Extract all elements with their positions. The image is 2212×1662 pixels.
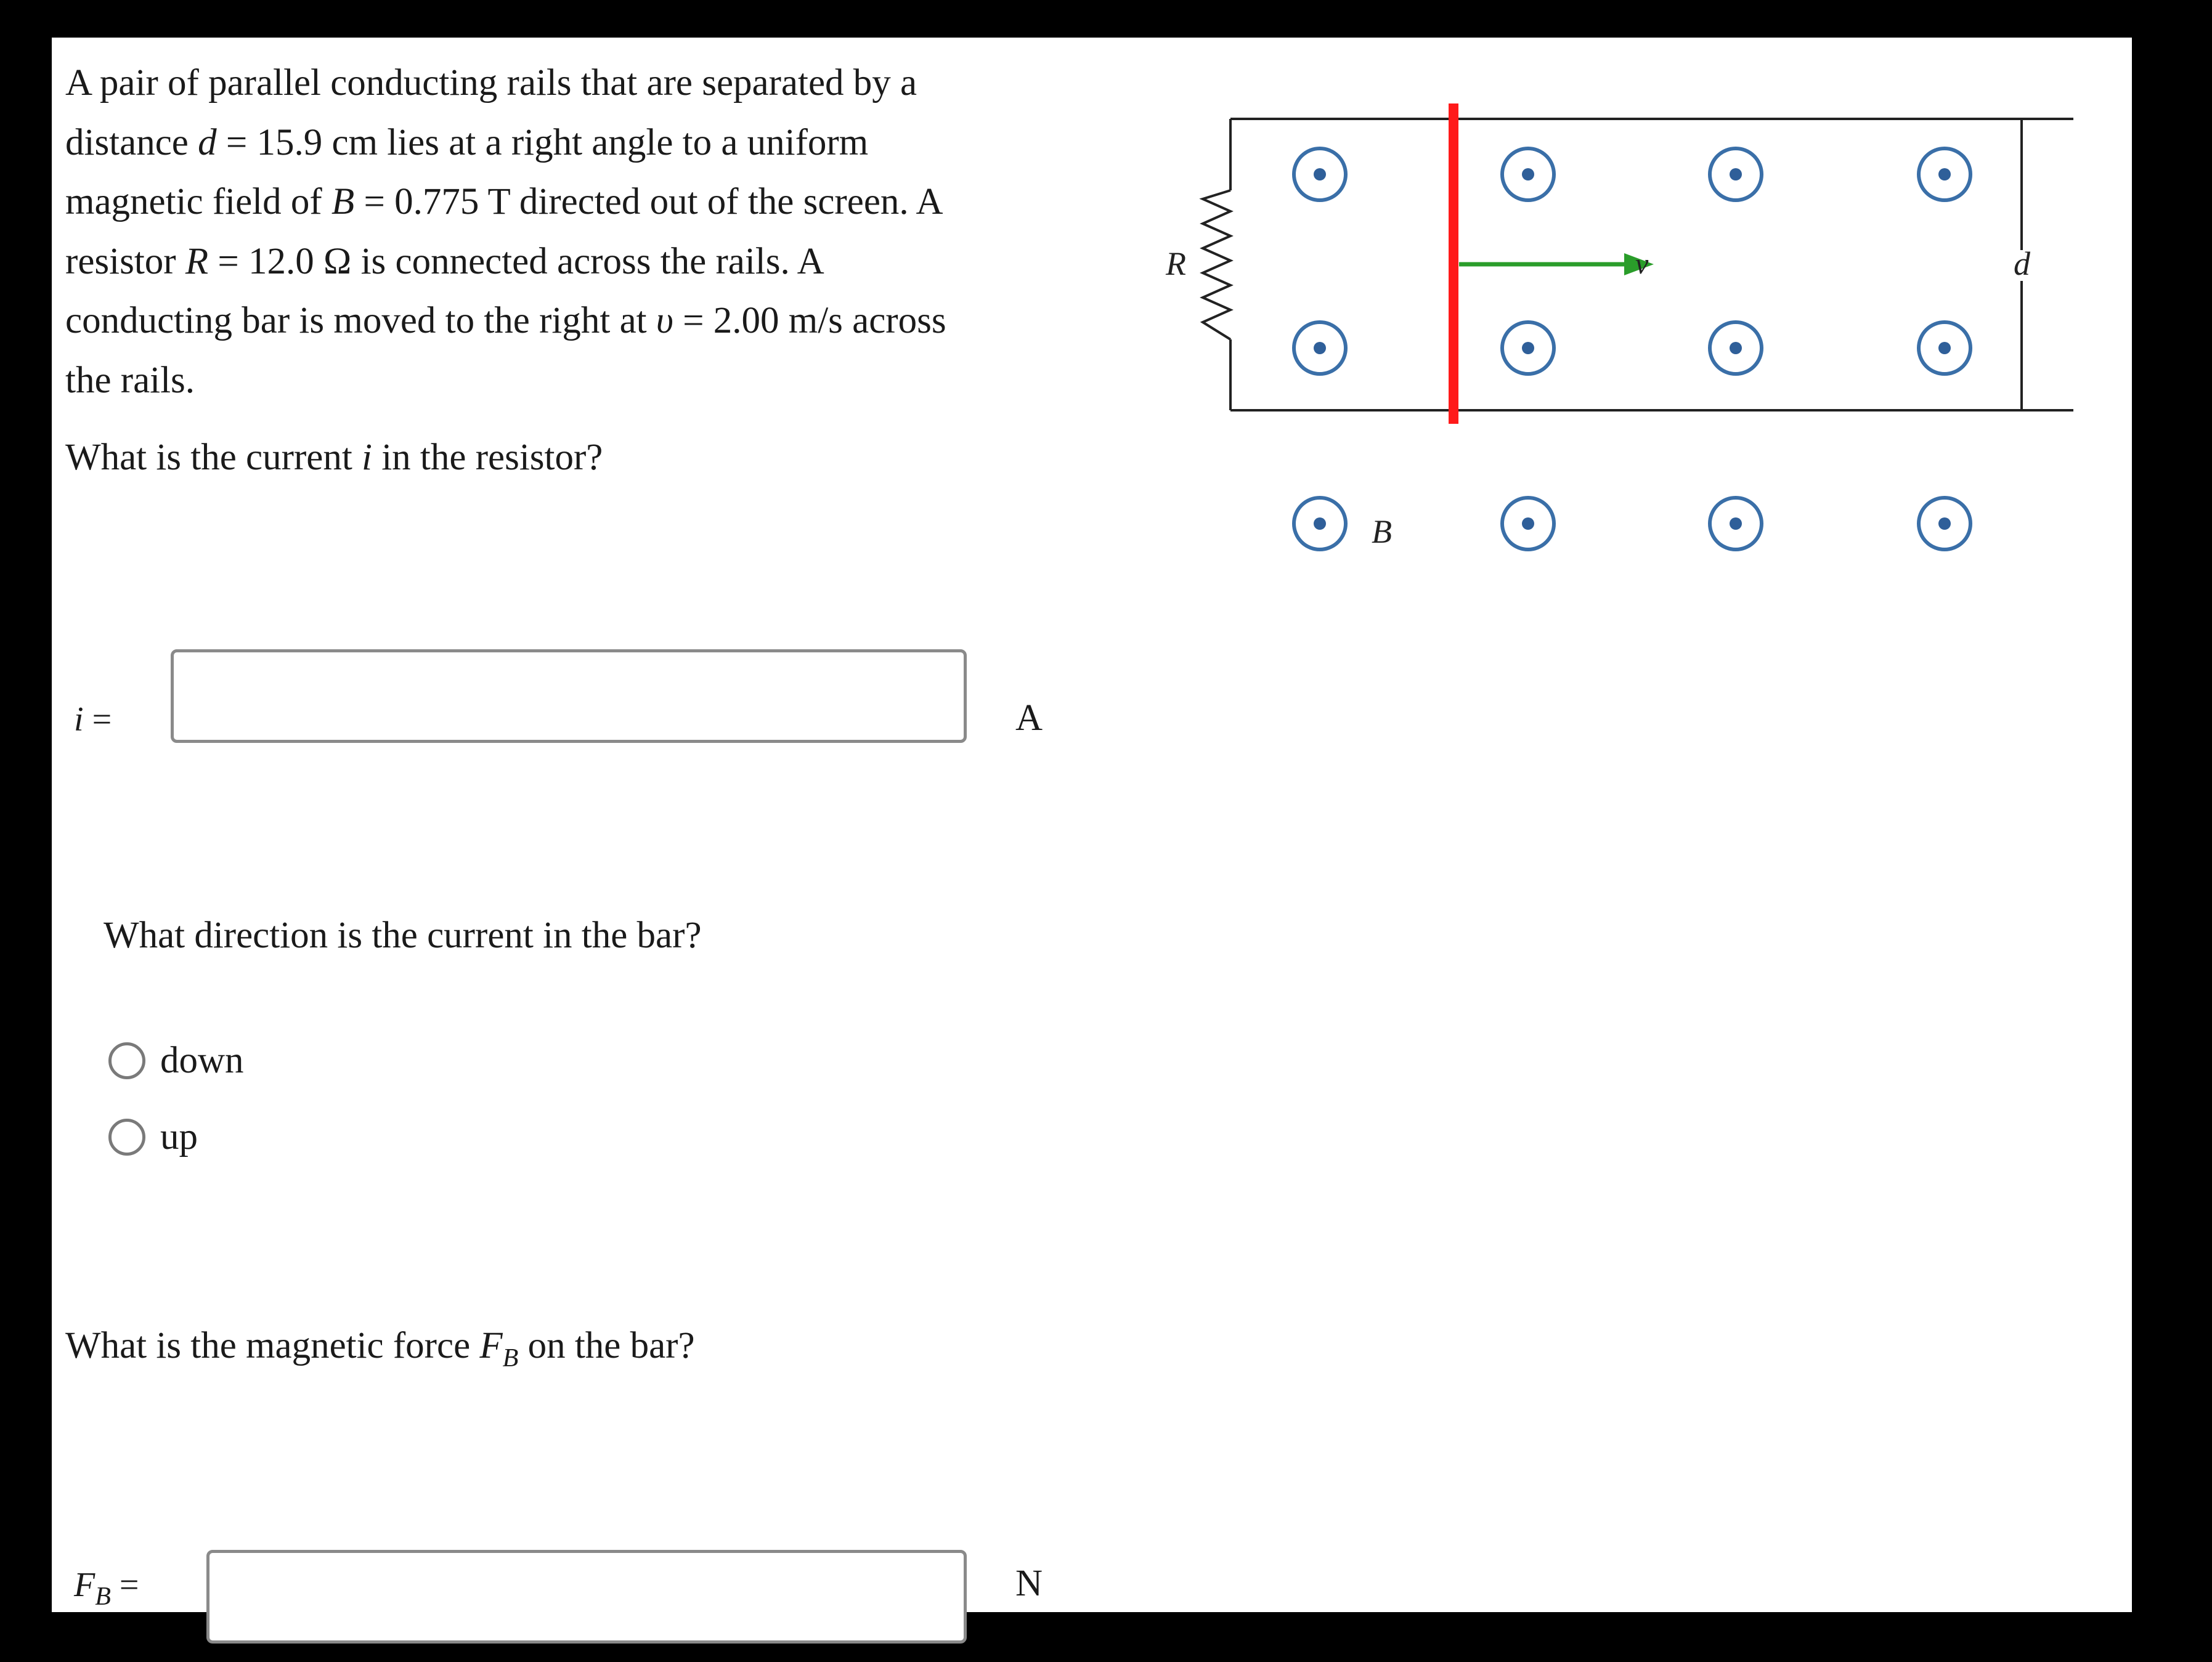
var-F-subscript: B [502, 1344, 519, 1372]
label-subscript: B [95, 1583, 111, 1611]
label-eq: = [110, 1566, 139, 1604]
var-v: υ [656, 300, 673, 341]
problem-line-6: the rails. [65, 359, 195, 401]
label-B: B [1372, 513, 1392, 550]
field-out-dot [1314, 342, 1326, 354]
option-up-label: up [160, 1116, 198, 1157]
option-down-label: down [160, 1040, 244, 1081]
current-unit: A [1015, 697, 1043, 739]
field-out-dot [1730, 168, 1742, 180]
question-page [52, 38, 2132, 1612]
problem-text: magnetic field of [65, 181, 331, 222]
label-R: R [1166, 245, 1186, 282]
field-out-dot [1522, 517, 1534, 530]
field-out-dot [1522, 342, 1534, 354]
problem-text: = 15.9 cm lies at a right angle to a uniform [216, 121, 869, 163]
label-var: F [74, 1566, 96, 1604]
field-out-dot [1314, 168, 1326, 180]
field-out-dot [1730, 342, 1742, 354]
label-d: d [2014, 245, 2030, 282]
resistor-zigzag [1203, 190, 1230, 339]
var-R: R [185, 240, 209, 282]
problem-text: = 12.0 Ω is connected across the rails. A [208, 240, 824, 282]
question-text: What is the current [65, 437, 362, 478]
label-eq: = [83, 700, 112, 739]
field-out-dot [1938, 168, 1951, 180]
var-F: F [479, 1325, 503, 1366]
magnetic-field-symbols [1294, 148, 1970, 549]
problem-text: = 0.775 T directed out of the screen. A [354, 181, 943, 222]
field-out-dot [1730, 517, 1742, 530]
question-direction: What direction is the current in the bar? [104, 915, 702, 956]
question-text: on the bar? [518, 1325, 695, 1366]
problem-text: = 2.00 m/s across [673, 300, 946, 341]
force-unit: N [1015, 1563, 1043, 1604]
rail-diagram [52, 38, 2132, 1612]
label-v: v [1635, 248, 1649, 280]
field-out-dot [1938, 517, 1951, 530]
problem-text: distance [65, 121, 198, 163]
question-text: What is the magnetic force [65, 1325, 480, 1366]
question-text: in the resistor? [372, 437, 603, 478]
var-i: i [362, 437, 372, 478]
label-var: i [74, 700, 84, 739]
problem-line-1: A pair of parallel conducting rails that are separated by a [65, 62, 917, 103]
problem-text: conducting bar is moved to the right at [65, 300, 656, 341]
var-B: B [331, 181, 355, 222]
problem-text: resistor [65, 240, 185, 282]
field-out-dot [1522, 168, 1534, 180]
var-d: d [198, 121, 217, 163]
field-out-dot [1938, 342, 1951, 354]
field-out-dot [1314, 517, 1326, 530]
